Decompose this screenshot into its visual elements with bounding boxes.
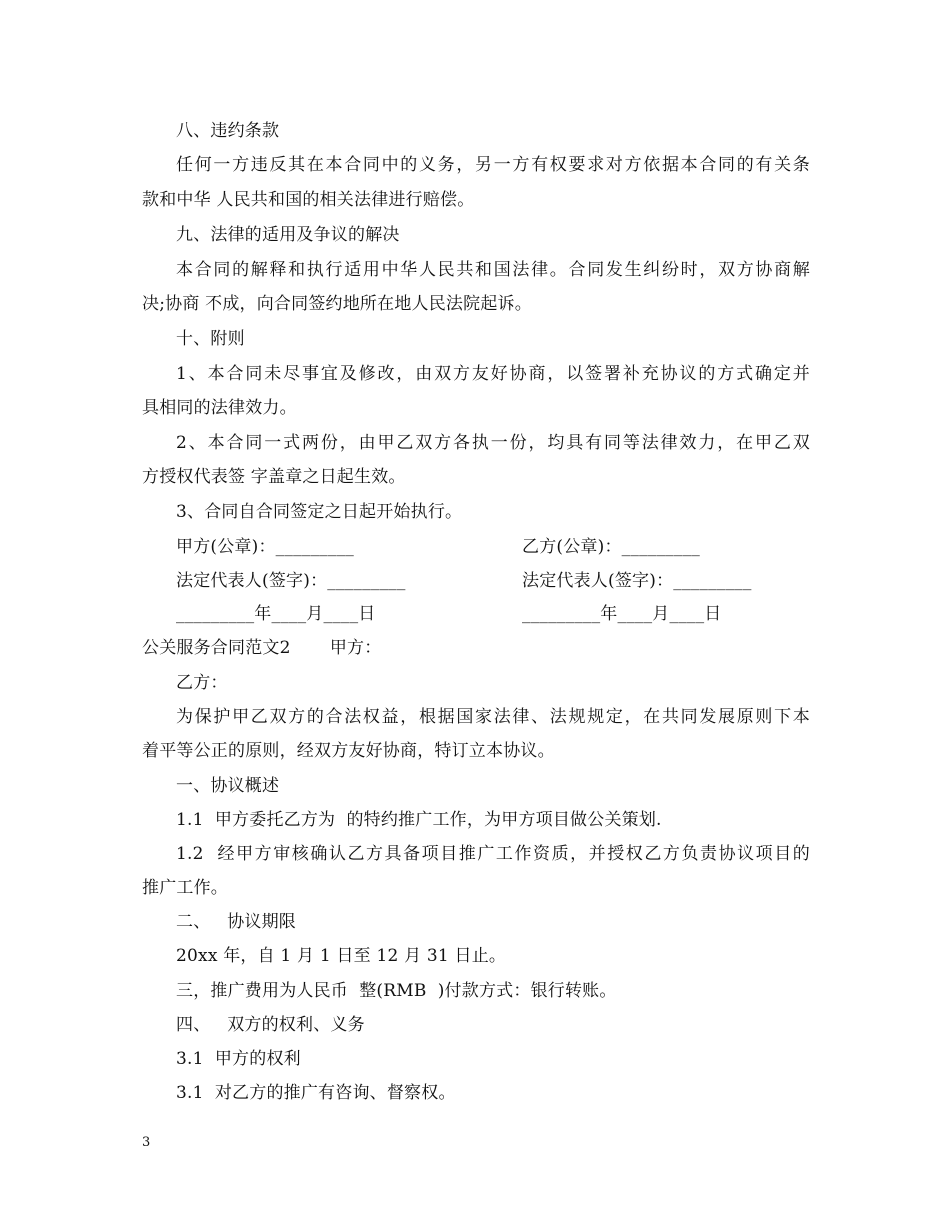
section10-item2-line2: 方授权代表签 字盖章之日起生效。 xyxy=(142,467,406,487)
contract2-section1-item2-line2: 推广工作。 xyxy=(142,878,228,898)
party-b-representative: 法定代表人(签字)：_________ xyxy=(522,571,752,591)
section8-body-line1: 任何一方违反其在本合同中的义务，另一方有权要求对方依据本合同的有关条 xyxy=(176,155,810,175)
section10-item1-line1: 1、本合同未尽事宜及修改，由双方友好协商，以签署补充协议的方式确定并 xyxy=(176,364,810,384)
contract2-section1-item2-line1: 1.2 经甲方审核确认乙方具备项目推广工作资质，并授权乙方负责协议项目的 xyxy=(176,844,810,864)
contract2-section4-heading: 四、 双方的权利、义务 xyxy=(176,1015,365,1035)
contract2-preamble-line1: 为保护甲乙双方的合法权益，根据国家法律、法规规定，在共同发展原则下本 xyxy=(176,707,810,727)
page-number: 3 xyxy=(142,1135,151,1150)
party-a-date: _________年____月____日 xyxy=(176,604,376,624)
section10-heading: 十、附则 xyxy=(176,329,245,349)
contract2-section2-body: 20xx 年，自 1 月 1 日至 12 月 31 日止。 xyxy=(176,946,507,966)
party-a-seal: 甲方(公章)：_________ xyxy=(176,537,354,557)
contract2-section3: 三，推广费用为人民币 整(RMB )付款方式：银行转账。 xyxy=(176,981,617,1001)
section10-item3: 3、合同自合同签定之日起开始执行。 xyxy=(176,502,463,522)
section9-body-line1: 本合同的解释和执行适用中华人民共和国法律。合同发生纠纷时，双方协商解 xyxy=(176,260,810,280)
contract2-section4-sub1: 3.1 甲方的权利 xyxy=(176,1049,301,1069)
party-a-representative: 法定代表人(签字)：_________ xyxy=(176,571,406,591)
section9-heading: 九、法律的适用及争议的解决 xyxy=(176,225,400,245)
contract2-section2-heading: 二、 协议期限 xyxy=(176,912,297,932)
contract2-party-b: 乙方： xyxy=(176,673,228,693)
section10-item2-line1: 2、本合同一式两份，由甲乙双方各执一份，均具有同等法律效力，在甲乙双 xyxy=(176,433,810,453)
contract2-section1-item1: 1.1 甲方委托乙方为 的特约推广工作，为甲方项目做公关策划. xyxy=(176,810,662,830)
section8-heading: 八、违约条款 xyxy=(176,121,280,141)
party-b-seal: 乙方(公章)：_________ xyxy=(522,537,700,557)
section8-body-line2: 款和中华 人民共和国的相关法律进行赔偿。 xyxy=(142,190,475,210)
contract2-preamble-line2: 着平等公正的原则，经双方友好协商，特订立本协议。 xyxy=(142,741,555,761)
section10-item1-line2: 具相同的法律效力。 xyxy=(142,398,297,418)
contract2-section4-sub1-item: 3.1 对乙方的推广有咨询、督察权。 xyxy=(176,1083,456,1103)
contract2-title: 公关服务合同范文2 甲方： xyxy=(142,638,382,658)
section9-body-line2: 决;协商 不成，向合同签约地所在地人民法院起诉。 xyxy=(142,294,532,314)
contract2-section1-heading: 一、协议概述 xyxy=(176,776,280,796)
party-b-date: _________年____月____日 xyxy=(522,604,722,624)
